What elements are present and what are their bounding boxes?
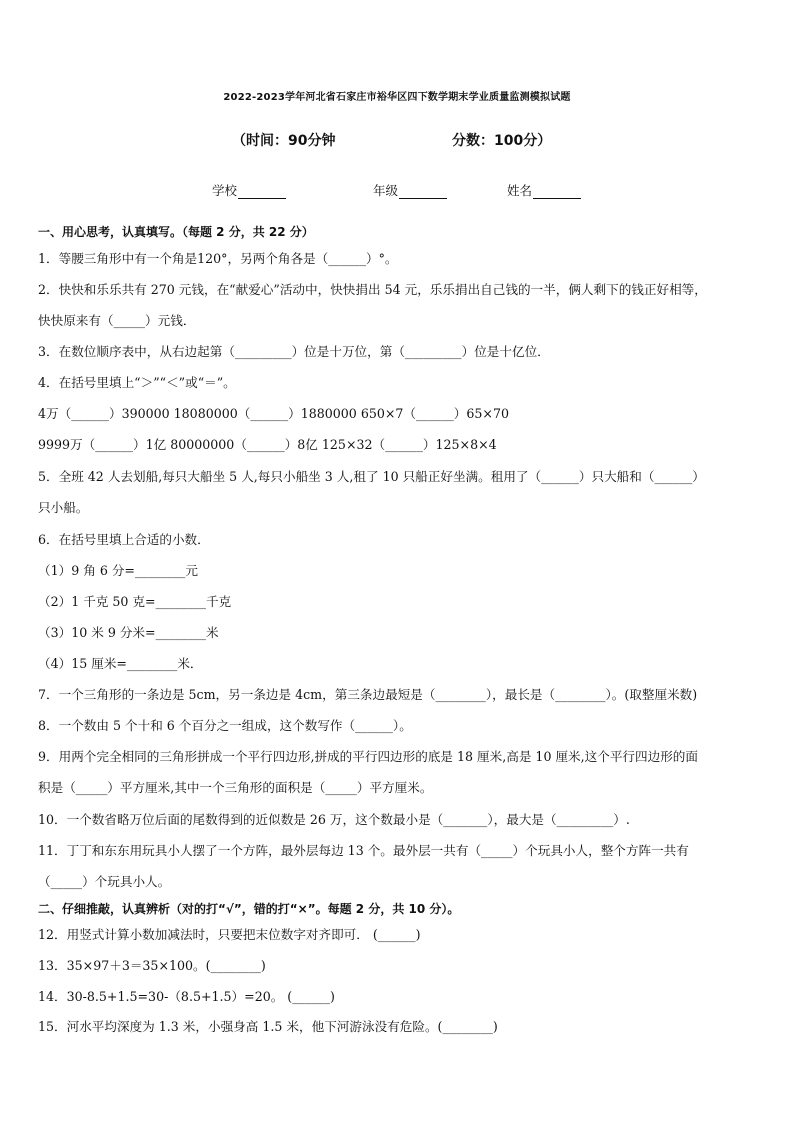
name-field	[507, 181, 581, 199]
school-field	[212, 181, 286, 199]
question-7: 7．一个三角形的一条边是 5cm，另一条边是 4cm，第三条边最短是（________），最长是（________）。(取整厘米数)	[38, 687, 698, 702]
grade-blank	[399, 186, 447, 199]
question-10: 10．一个数省略万位后面的尾数得到的近似数是 26 万，这个数最小是（_______），最大是（_________）.	[38, 812, 630, 827]
question-12: 12．用竖式计算小数加减法时，只要把末位数字对齐即可． (______)	[38, 927, 421, 942]
question-6: 6．在括号里填上合适的小数．	[38, 532, 210, 547]
question-15: 15．河水平均深度为 1.3 米，小强身高 1.5 米，他下河游泳没有危险。(________)	[38, 1019, 498, 1034]
question-11-line-1: 11．丁丁和东东用玩具小人摆了一个方阵，最外层每边 13 个。最外层一共有（_____）个玩具小人，整个方阵一共有	[38, 843, 689, 858]
name-label: 姓名	[507, 183, 533, 198]
question-6-part-2: （2）1 千克 50 克=________千克	[38, 594, 232, 609]
time-limit: （时间：90分钟	[232, 133, 336, 149]
section-1-heading: 一、用心思考，认真填写。（每题 2 分，共 22 分）	[38, 225, 314, 239]
total-score: 分数：100分）	[452, 133, 552, 149]
question-4: 4．在括号里填上“＞”“＜”或“＝”。	[38, 375, 236, 390]
question-1: 1．等腰三角形中有一个角是120°，另两个角各是（______）°。	[38, 251, 398, 266]
school-label: 学校	[212, 183, 238, 198]
question-14: 14．30-8.5+1.5=30-（8.5+1.5）=20。 (______)	[38, 989, 335, 1004]
question-8: 8．一个数由 5 个十和 6 个百分之一组成，这个数写作（______）。	[38, 718, 412, 733]
question-6-part-3: （3）10 米 9 分米=________米	[38, 625, 219, 640]
question-6-part-4: （4）15 厘米=________米．	[38, 656, 203, 671]
question-9-line-2: 积是（_____）平方厘米,其中一个三角形的面积是（_____）平方厘米。	[38, 780, 433, 795]
question-3: 3．在数位顺序表中，从右边起第（_________）位是十万位，第（_________）位是十亿位．	[38, 344, 550, 359]
school-blank	[238, 186, 286, 199]
section-2-heading: 二、仔细推敲，认真辨析（对的打“√”，错的打“×”。每题 2 分，共 10 分）。	[38, 902, 460, 916]
grade-label: 年级	[373, 183, 399, 198]
question-4-row-1: 4万（______）390000 18080000（______）1880000 650×7（______）65×70	[38, 406, 509, 421]
question-2-line-2: 快快原来有（_____）元钱．	[38, 313, 196, 328]
grade-field	[373, 181, 447, 199]
exam-title: 2022-2023学年河北省石家庄市裕华区四下数学期末学业质量监测模拟试题	[223, 92, 571, 103]
question-9-line-1: 9．用两个完全相同的三角形拼成一个平行四边形,拼成的平行四边形的底是 18 厘米,高是 10 厘米,这个平行四边形的面	[38, 749, 698, 764]
question-5-line-1: 5．全班 42 人去划船,每只大船坐 5 人,每只小船坐 3 人,租了 10 只船正好坐满。租用了（______）只大船和（______）	[38, 469, 705, 484]
name-blank	[533, 186, 581, 199]
question-2-line-1: 2．快快和乐乐共有 270 元钱，在“献爱心”活动中，快快捐出 54 元，乐乐捐出自己钱的一半，俩人剩下的钱正好相等，	[38, 282, 707, 297]
question-13: 13．35×97＋3＝35×100。(________)	[38, 958, 266, 973]
question-6-part-1: （1）9 角 6 分=________元	[38, 563, 198, 578]
question-11-line-2: （_____）个玩具小人。	[38, 874, 171, 889]
question-4-row-2: 9999万（______）1亿 80000000（______）8亿 125×32（______）125×8×4	[38, 437, 497, 452]
question-5-line-2: 只小船。	[38, 500, 89, 515]
